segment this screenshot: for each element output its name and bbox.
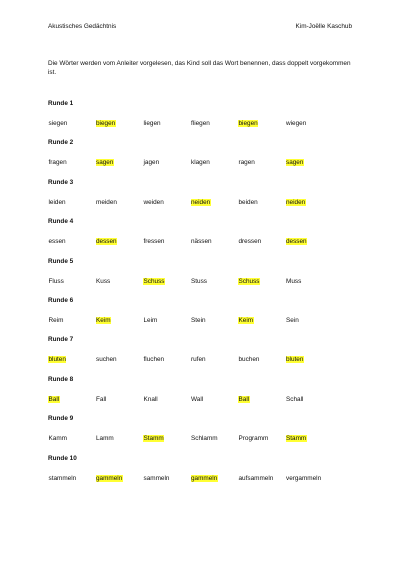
word-text: Reim [48,316,64,324]
word-text: rufen [191,356,206,364]
word [96,356,144,364]
word [143,317,191,325]
word-text: aufsammeln [238,474,274,482]
word-text: dessen [286,238,307,246]
round-title: Runde 6 [48,296,74,304]
word-text: Knall [143,395,158,403]
word [143,475,191,483]
word [96,435,144,443]
highlighted-word [48,356,96,364]
word-text: Schuss [143,277,165,285]
word [48,435,96,443]
word-text: Lamm [96,435,114,443]
round-section [48,414,360,453]
word-text: gammeln [191,474,218,482]
word-text: gammeln [96,474,123,482]
highlighted-word [286,199,334,207]
word-text: bluten [286,356,304,364]
word [238,435,286,443]
word [48,159,96,167]
round-section [48,217,360,256]
word [48,475,96,483]
highlighted-word [143,435,191,443]
word [286,317,334,325]
word-text: siegen [48,120,68,127]
highlighted-word [96,238,144,246]
word-text: neiden [191,198,211,206]
word-row [48,197,360,209]
word [191,435,239,443]
word [286,396,334,404]
word-text: Leim [143,316,158,324]
page-header [48,23,352,30]
word-text: essen [48,238,66,246]
word [238,159,286,167]
word-text: biegen [238,120,258,127]
word-text: Keim [96,316,111,324]
word-row [48,354,360,366]
highlighted-word [238,278,286,286]
word-text: sagen [96,159,114,167]
highlighted-word [238,120,286,128]
word-text: weiden [143,198,164,206]
word-text: Ball [48,395,60,403]
word [238,356,286,364]
round-section [48,99,360,138]
word [191,317,239,325]
round-title: Runde 2 [48,139,74,147]
word [238,199,286,207]
word [143,199,191,207]
round-title: Runde 10 [48,454,77,462]
word [143,238,191,246]
word [48,278,96,286]
word-text: bluten [48,356,66,364]
highlighted-word [286,435,334,443]
word-text: Fall [96,395,107,403]
word-text: neiden [286,198,306,206]
word-text: jagen [143,159,160,167]
round-title: Runde 4 [48,218,74,226]
word-text: nässen [191,238,212,246]
word [191,278,239,286]
word [143,396,191,404]
word-text: sagen [286,159,304,167]
word-text: meiden [96,198,117,206]
highlighted-word [191,199,239,207]
word [191,159,239,167]
word [286,475,334,483]
highlighted-word [96,120,144,128]
word-row [48,394,360,406]
word [96,199,144,207]
highlighted-word [286,159,334,167]
word [238,238,286,246]
word-text: buchen [238,356,260,364]
word [191,396,239,404]
word-text: biegen [96,120,116,127]
word-text: Muss [286,277,302,285]
highlighted-word [191,475,239,483]
word [238,475,286,483]
word-text: beiden [238,198,258,206]
highlighted-word [96,159,144,167]
instructions-text: Die Wörter werden vom Anleiter vorgelesen, das Kind soll das Wort benennen, dass doppelt vorgekommen ist. [48,60,351,76]
word [48,199,96,207]
word-text: suchen [96,356,117,364]
highlighted-word [238,396,286,404]
word [48,238,96,246]
word-row [48,473,360,485]
round-title: Runde 5 [48,257,74,265]
rounds-list [48,99,360,493]
word-text: Stuss [191,277,207,285]
header-author: Kim-Joëlle Kaschub [295,23,352,30]
word [286,120,334,128]
word-row [48,433,360,445]
highlighted-word [286,238,334,246]
word-text: Stamm [286,435,307,443]
word-text: Fluss [48,277,64,285]
word-text: fragen [48,159,67,167]
word-row [48,157,360,169]
word-text: liegen [143,120,161,127]
word-text: Schuss [238,277,260,285]
round-title: Runde 8 [48,375,74,383]
word-text: leiden [48,198,66,206]
round-section [48,454,360,493]
round-section [48,178,360,217]
word [96,278,144,286]
word-text: Programm [238,435,269,443]
highlighted-word [143,278,191,286]
word-text: Stamm [143,435,164,443]
word-text: Schall [286,395,304,403]
highlighted-word [96,317,144,325]
word [191,356,239,364]
word-row [48,236,360,248]
round-title: Runde 9 [48,415,74,423]
word [48,120,96,128]
round-section [48,257,360,296]
word-text: fliegen [191,120,210,127]
word-text: fressen [143,238,165,246]
round-section [48,296,360,335]
word-text: fluchen [143,356,165,364]
word-row [48,276,360,288]
highlighted-word [286,356,334,364]
word [143,356,191,364]
highlighted-word [48,396,96,404]
word-text: stammeln [48,474,77,482]
word-text: Kamm [48,435,67,443]
highlighted-word [238,317,286,325]
word-text: Stein [191,316,206,324]
word [286,278,334,286]
word-text: dessen [96,238,117,246]
highlighted-word [96,475,144,483]
word-text: Ball [238,395,250,403]
round-section [48,138,360,177]
word [143,120,191,128]
word-row [48,118,360,130]
round-title: Runde 7 [48,336,74,344]
word-text: ragen [238,159,255,167]
word [143,159,191,167]
word-text: wiegen [286,120,307,127]
word-text: vergammeln [286,474,322,482]
word-text: Keim [238,316,254,324]
word-text: sammeln [143,474,170,482]
round-section [48,375,360,414]
word [96,396,144,404]
header-title: Akustisches Gedächtnis [48,23,117,30]
word-text: Kuss [96,277,111,285]
word [191,120,239,128]
word-row [48,315,360,327]
round-section [48,335,360,374]
word-text: dressen [238,238,262,246]
word [191,238,239,246]
round-title: Runde 3 [48,178,74,186]
word-text: Schlamm [191,435,218,443]
word-text: klagen [191,159,210,167]
word-text: Sein [286,316,299,324]
word-text: Wall [191,395,204,403]
round-title: Runde 1 [48,100,74,107]
word [48,317,96,325]
